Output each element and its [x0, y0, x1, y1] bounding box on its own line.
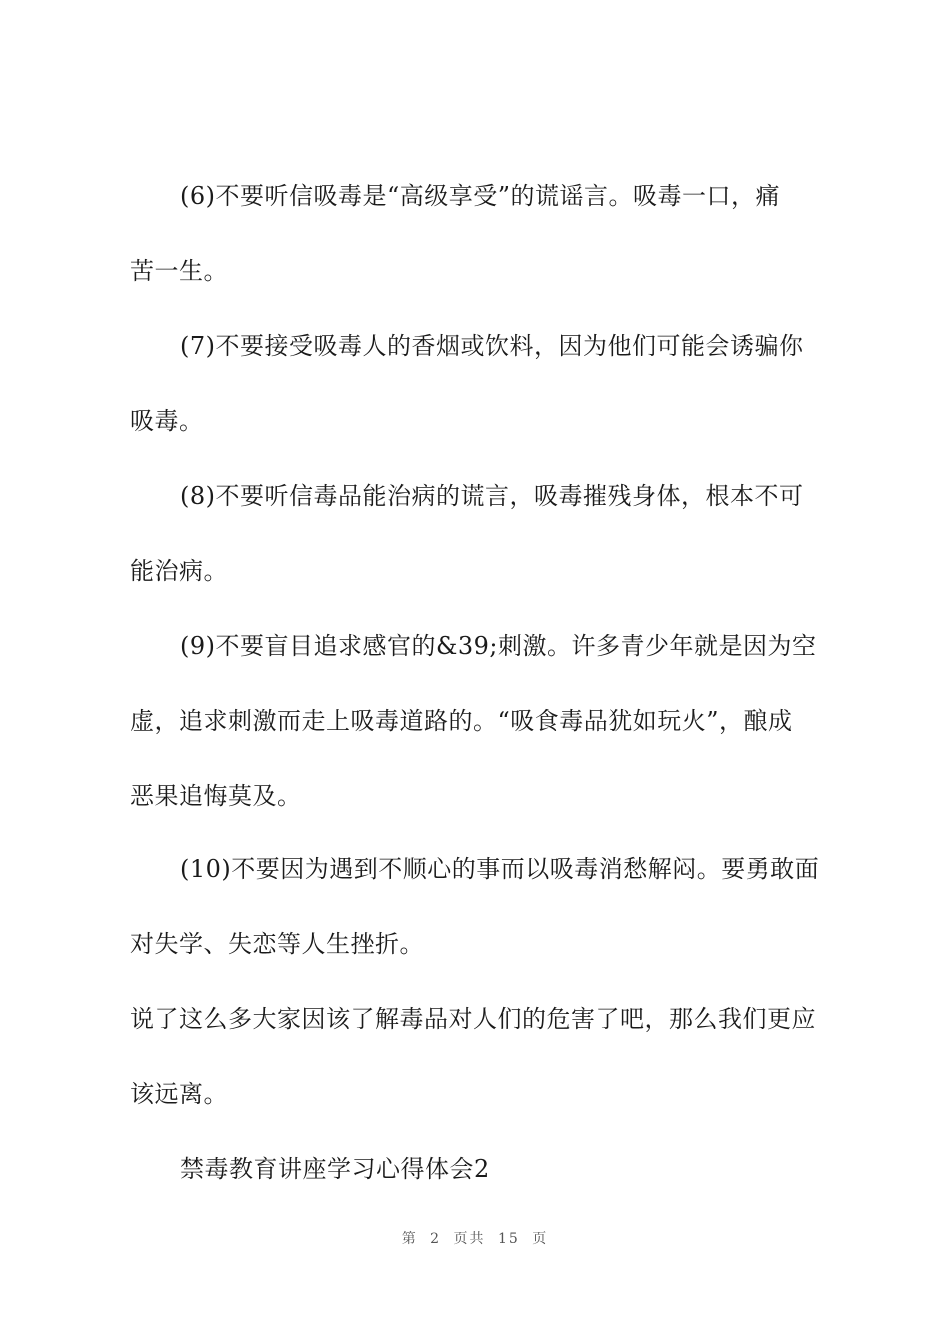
- paragraph-7-line-2: 吸毒。: [130, 407, 204, 435]
- paragraph-8-line-1: (8)不要听信毒品能治病的谎言，吸毒摧残身体，根本不可: [180, 482, 804, 510]
- page-number-footer: 第 2 页共 15 页: [401, 1231, 549, 1247]
- paragraph-8-line-2: 能治病。: [130, 557, 228, 585]
- paragraph-6-line-1: (6)不要听信吸毒是“高级享受”的谎谣言。吸毒一口，痛: [180, 182, 781, 210]
- paragraph-10-line-2: 对失学、失恋等人生挫折。: [130, 930, 424, 958]
- paragraph-7-line-1: (7)不要接受吸毒人的香烟或饮料，因为他们可能会诱骗你: [180, 332, 804, 360]
- paragraph-9-line-1: (9)不要盲目追求感官的&39;刺激。许多青少年就是因为空: [180, 632, 817, 660]
- paragraph-9-line-2: 虚，追求刺激而走上吸毒道路的。“吸食毒品犹如玩火”，酿成: [130, 707, 793, 735]
- paragraph-6-line-2: 苦一生。: [130, 257, 228, 285]
- summary-line-2: 该远离。: [130, 1080, 228, 1108]
- paragraph-9-line-3: 恶果追悔莫及。: [130, 782, 302, 810]
- summary-line-1: 说了这么多大家因该了解毒品对人们的危害了吧，那么我们更应: [130, 1005, 816, 1033]
- paragraph-10-line-1: (10)不要因为遇到不顺心的事而以吸毒消愁解闷。要勇敢面: [180, 855, 820, 883]
- section-heading: 禁毒教育讲座学习心得体会2: [180, 1155, 490, 1183]
